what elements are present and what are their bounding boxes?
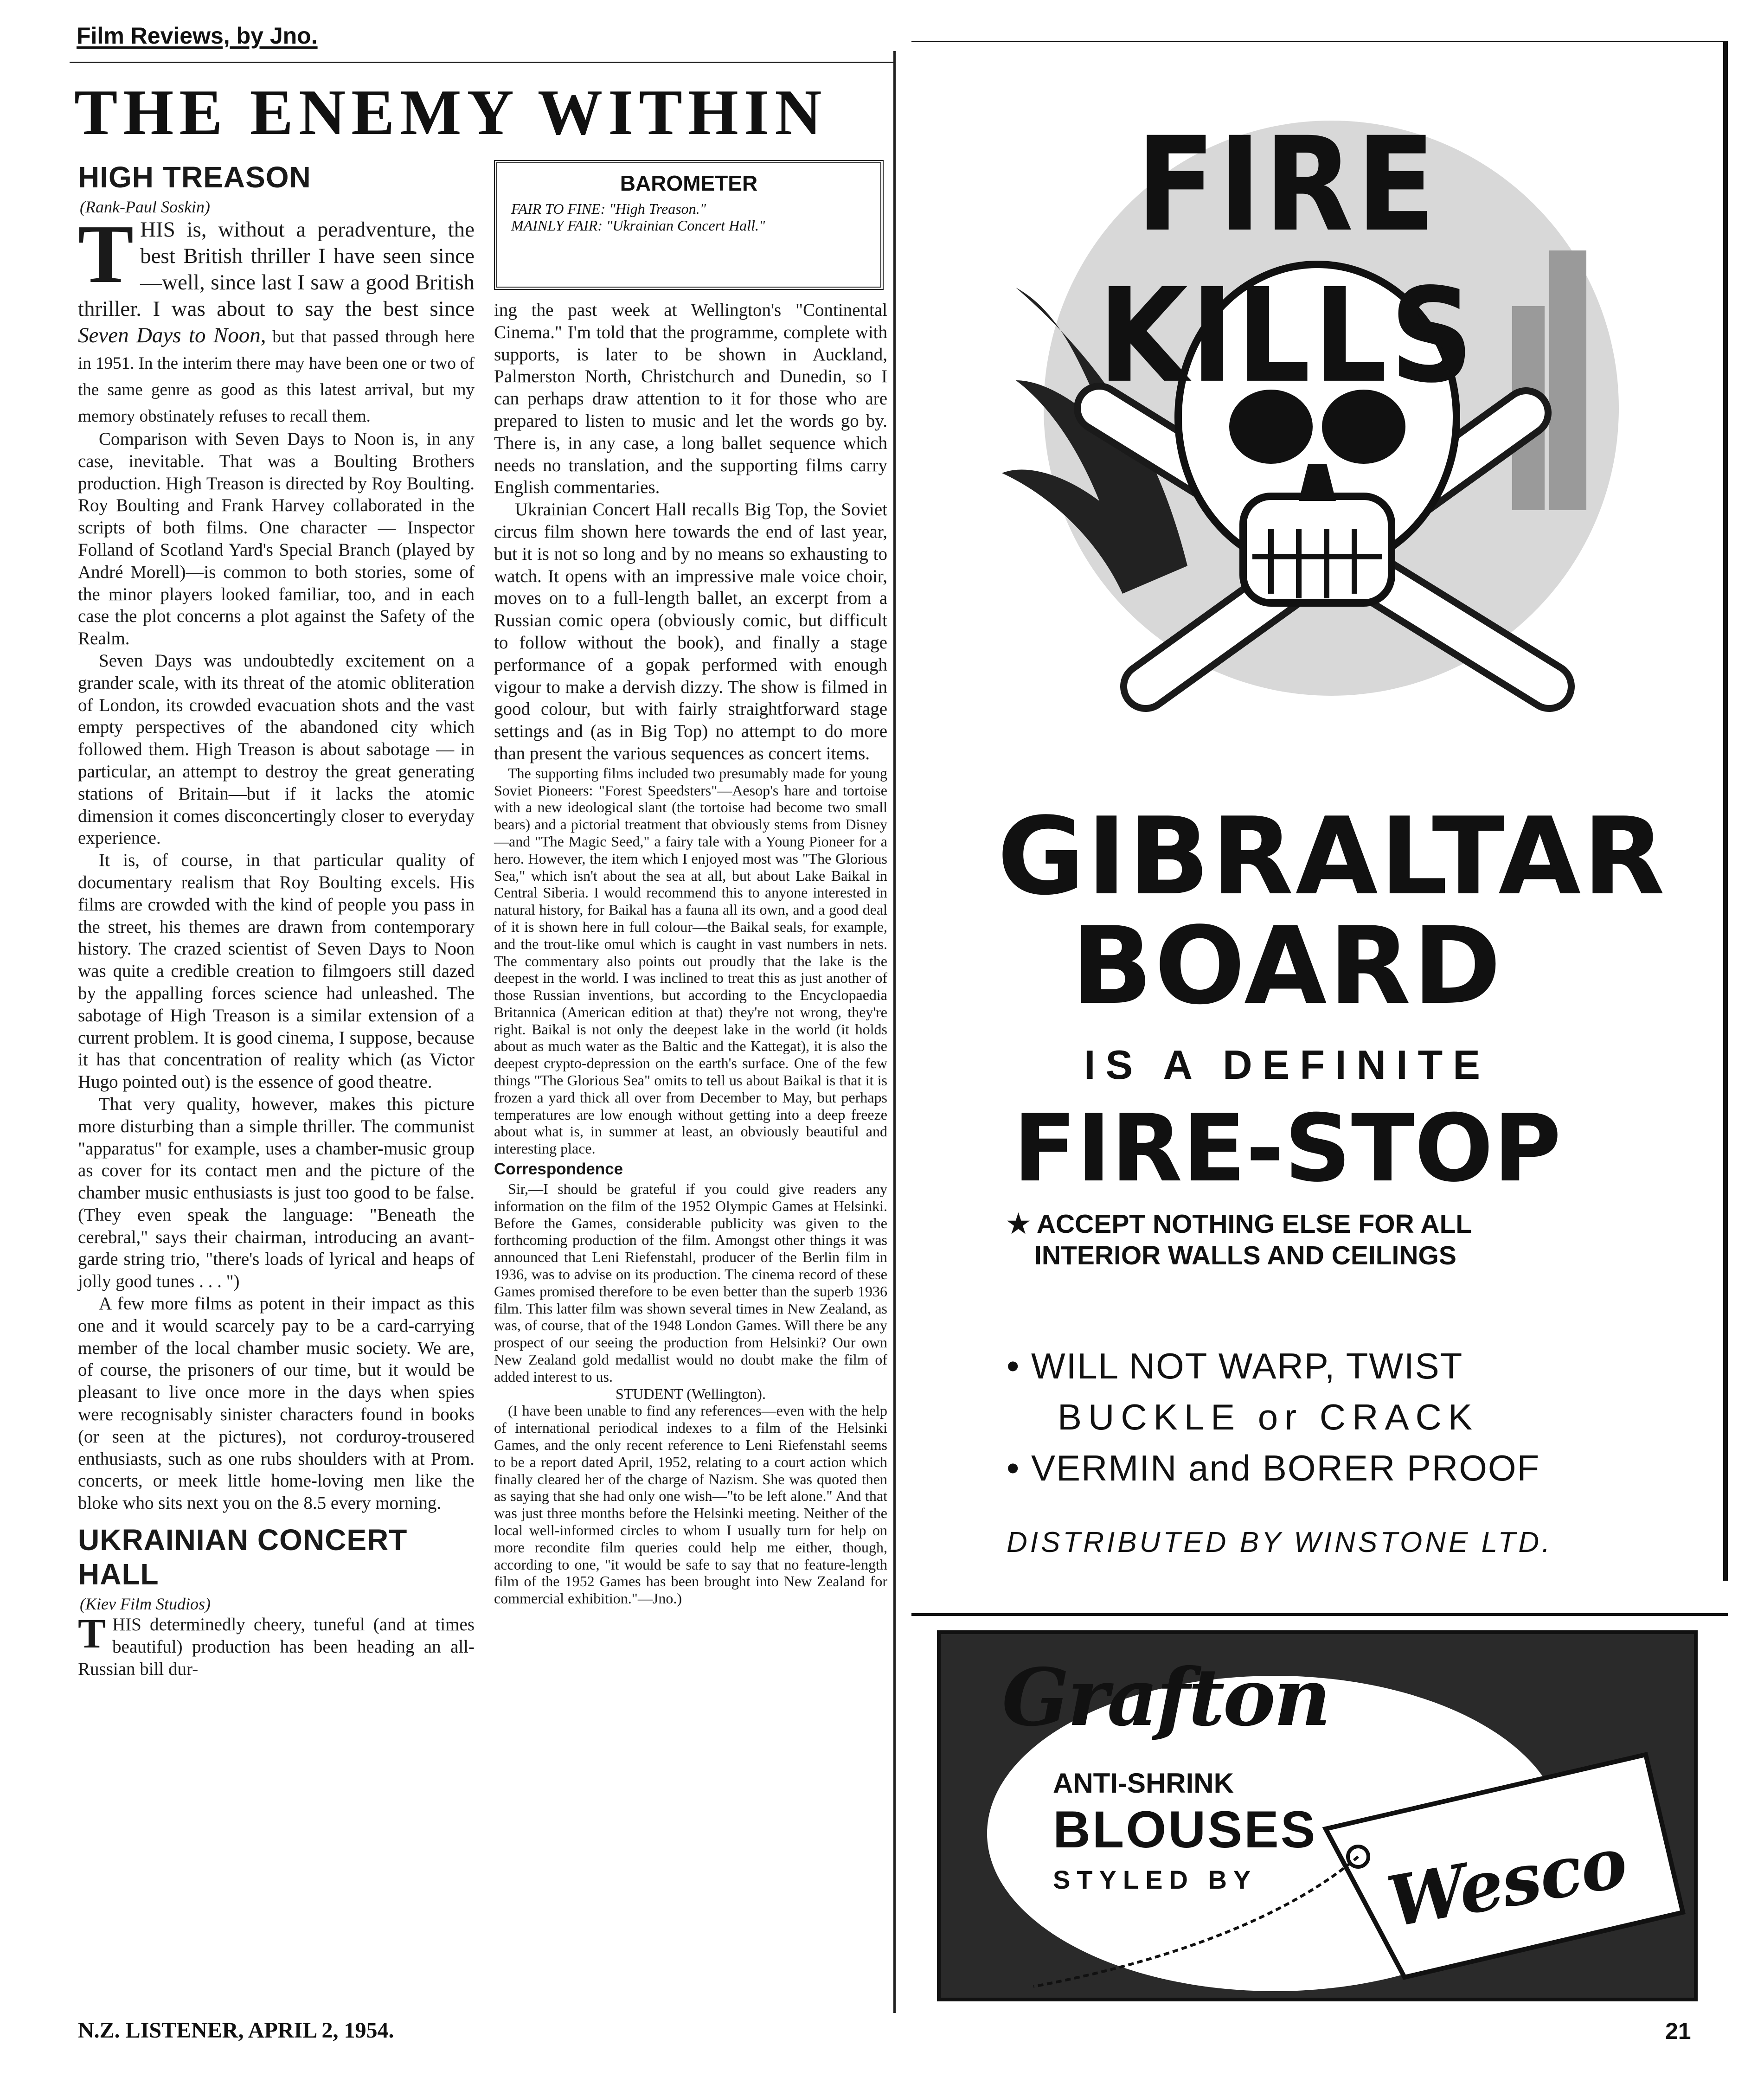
letter-signature: STUDENT (Wellington). bbox=[616, 1385, 766, 1402]
ad-feature: BUCKLE or CRACK bbox=[1058, 1397, 1479, 1437]
header-rule bbox=[70, 62, 895, 63]
editor-reply: (I have been unable to find any references—even with the help of international periodical indexes to a film of the Helsinki Games, and the only recent reference to Leni Riefenstahl seems to be a report dated April, 1952, relating to a court action which finally cleared her of the charge of Nazism. She was quoted then as saying that she had only one wish—"to be left alone." And that was just three months before the Helsinki meeting. Neither of the local well-informed circles to whom I usually turn for help on more recondite film queries could help me either, though, according to one, "it would be safe to say that no feature-length film of the 1952 Games has been brought into New Zealand for commercial exhibition."—Jno.) bbox=[494, 1402, 887, 1607]
ad-feature: • VERMIN and BORER PROOF bbox=[1007, 1448, 1540, 1488]
barometer-box bbox=[494, 160, 884, 290]
page-headline: THE ENEMY WITHIN bbox=[74, 77, 827, 148]
page-number: 21 bbox=[1665, 2018, 1691, 2044]
review-lead-paragraph: THIS determinedly cheery, tuneful (and at times beautiful) production has been heading an all-Russian bill dur- bbox=[78, 1611, 475, 1679]
letter-body: Sir,—I should be grateful if you could give readers any information on the film of the 1952 Olympic Games at Helsinki. Before the Games, considerable publicity was given to the forthcoming production of the film. Amongst other things it was announced that Leni Riefenstahl, producer of the Berlin film in 1936, was to advise on its production. The cinema record of these Games promised therefore to be even better than the superb 1936 film. This latter film was shown several times in New Zealand, as was, of course, that of the 1948 London Games. Will there be any prospect of our seeing the production from Helsinki? Our own New Zealand gold medallist would no doubt make the film of added interest to us. bbox=[494, 1180, 887, 1385]
review-title-high-treason: HIGH TREASON bbox=[78, 160, 311, 194]
column-rule bbox=[893, 51, 896, 2013]
grafton-line: ANTI-SHRINK bbox=[1053, 1768, 1234, 1799]
grafton-logo: Grafton bbox=[1002, 1651, 1329, 1744]
review-credit: (Rank-Paul Soskin) bbox=[80, 198, 210, 216]
ad-feature: • WILL NOT WARP, TWIST bbox=[1007, 1346, 1463, 1386]
review-credit: (Kiev Film Studios) bbox=[80, 1595, 211, 1614]
ad-claim-fire-stop: FIRE-STOP bbox=[1013, 1095, 1561, 1203]
review-paragraph: Seven Days was undoubtedly excitement on a grander scale, with its threat of the atomic obliteration of London, its crowded evacuation shots and the vast empty perspectives of the abandoned city which followed them. High Treason is about sabotage — in particular, an attempt to destroy the great generating stations of Britain—but if it lacks the atomic dimension it comes disconcertingly closer to everyday experience. bbox=[78, 650, 475, 848]
barometer-line: FAIR TO FINE: "High Treason." bbox=[511, 200, 706, 217]
article-column-1 bbox=[78, 160, 475, 1680]
review-lead-paragraph: THIS is, without a peradventure, the best British thriller I have seen since—well, since last I saw a good British thriller. I was about to say the best since Seven Days to Noon, but that passed through here in 1951. In the interim there may have been one or two of the same genre as good as this latest arrival, but my memory obstinately refuses to recall them. bbox=[78, 208, 475, 426]
ad-distributor: DISTRIBUTED BY WINSTONE LTD. bbox=[1007, 1526, 1553, 1558]
review-title-ukrainian: UKRAINIAN CONCERT HALL bbox=[78, 1523, 408, 1591]
review-paragraph: ing the past week at Wellington's "Continental Cinema." I'm told that the programme, complete with supports, is later to be shown in Auckland, Palmerston North, Christchurch and Dunedin, so I can perhaps draw attention to it for those who are prepared to listen to music and let the words go by. There is, in any case, a long ballet sequence which needs no translation, and the supporting films carry English commentaries. bbox=[494, 300, 887, 498]
barometer-line: MAINLY FAIR: "Ukrainian Concert Hall." bbox=[511, 217, 765, 234]
drop-cap: T bbox=[78, 208, 134, 300]
ad-headline-fire-kills: FIRE KILLS bbox=[1098, 109, 1476, 411]
grafton-line: STYLED BY bbox=[1053, 1865, 1257, 1894]
article-column-2 bbox=[494, 299, 887, 1607]
review-paragraph: Comparison with Seven Days to Noon is, in any case, inevitable. That was a Boulting Brothers production. High Treason is directed by Roy Boulting. Roy Boulting and Frank Harvey collaborated in the scripts of both films. One character — Inspector Folland of Scotland Yard's Special Branch (played by André Morell)—is common to both stories, some of the minor players looked familiar, too, and in each case the plot concerns a plot against the Safety of the Realm. bbox=[78, 429, 475, 649]
ad-tagline: IS A DEFINITE bbox=[1084, 1042, 1490, 1088]
skull-jaw bbox=[1243, 496, 1392, 603]
review-paragraph: Ukrainian Concert Hall recalls Big Top, the Soviet circus film shown here towards the end of last year, but it is not so long and by no means so exhausting to watch. It opens with an impressive male voice choir, moves on to a full-length ballet, an excerpt from a Russian comic opera (obviously comic, but difficult to follow without the book), and finally a stage performance of a gopak performed with enough vigour to make a dervish dizzy. The show is filmed in good colour, but with fairly straightforward stage settings and (as in Big Top) no attempt to do more than present the various sequences as concert items. bbox=[494, 500, 887, 763]
review-paragraph: A few more films as potent in their impact as this one and it would scarcely pay to be a card-carrying member of the local chamber music society. We are, of course, the prisoners of our time, but it would be pleasant to live once more in the days when spies were recognisably sinister characters found in books (or seen at the pictures), not corduroy-trousered enthusiasts, such as one rubs shoulders with at Prom. concerts, or meek little home-loving men like the bloke who sits next you on the 8.5 every morning. bbox=[78, 1294, 475, 1513]
review-paragraph: It is, of course, in that particular quality of documentary realism that Roy Boulting excels. His films are crowded with the kind of people you pass in the street, his themes are drawn from contemporary history. The crazed scientist of Seven Days to Noon was quite a credible creation to filmgoers still dazed by the appalling forces science had unleashed. The sabotage of High Treason is a similar extension of a current problem. It is good cinema, I suppose, because it has that concentration of reality which (as Victor Hugo pointed out) is the essence of good theatre. bbox=[78, 850, 475, 1092]
review-paragraph: The supporting films included two presumably made for young Soviet Pioneers: "Forest Speedsters"—Aesop's hare and tortoise with a new ideological slant (the tortoise had become two small bears) and a pictorial treatment that obviously stems from Disney—and "The Magic Seed," a fairy tale with a Young Pioneer for a hero. However, the item which I enjoyed most was "The Glorious Sea," which isn't about the sea at all, but about Lake Baikal in Central Siberia. I would recommend this to anyone interested in natural history, for Baikal has a fauna all its own, and a good deal of it is shown here in full colour—the Baikal seals, for example, and the trout-like omul which is caught in vast numbers in nets. The commentary also points out proudly that the lake is the deepest in the world. I was inclined to treat this as just another of those Russian inventions, but according to the Encyclopaedia Britannica (American edition at that) they're not wrong, they're right. Baikal is not only the deepest lake in the world (it holds about as much water as the Baltic and the Kattegat), it is also the deepest crypto-depression on the earth's surface. One of the few things "The Glorious Sea" omits to tell us about Baikal is that it is frozen a yard thick all over from December to May, but perhaps temperatures are low enough without getting into a deep freeze about what is, in summer at least, an obviously beautiful and interesting place. bbox=[494, 764, 887, 1157]
ad-accept-note: ★ ACCEPT NOTHING ELSE FOR ALL INTERIOR WALLS AND CEILINGS bbox=[1007, 1209, 1472, 1270]
ad-brand-gibraltar-board: GIBRALTAR BOARD bbox=[997, 795, 1667, 1028]
drop-cap: T bbox=[78, 1611, 106, 1657]
section-kicker: Film Reviews, by Jno. bbox=[77, 23, 318, 49]
correspondence-heading: Correspondence bbox=[494, 1160, 623, 1179]
review-paragraph: That very quality, however, makes this picture more disturbing than a simple thriller. The communist "apparatus" for example, uses a chamber-music group as cover for its contact men and the picture of the chamber music enthusiasts is just too good to be false. (They even speak the language: "Beneath the cerebral," says their chairman, introducing an avant-garde string trio, "there's loads of lyrical and heaps of jolly good tunes . . . ") bbox=[78, 1094, 475, 1292]
wesco-logo: Wesco bbox=[1381, 1821, 1632, 1943]
grafton-product: BLOUSES bbox=[1053, 1801, 1317, 1859]
footer-publication: N.Z. LISTENER, APRIL 2, 1954. bbox=[78, 2018, 394, 2043]
barometer-title: BAROMETER bbox=[620, 171, 758, 195]
